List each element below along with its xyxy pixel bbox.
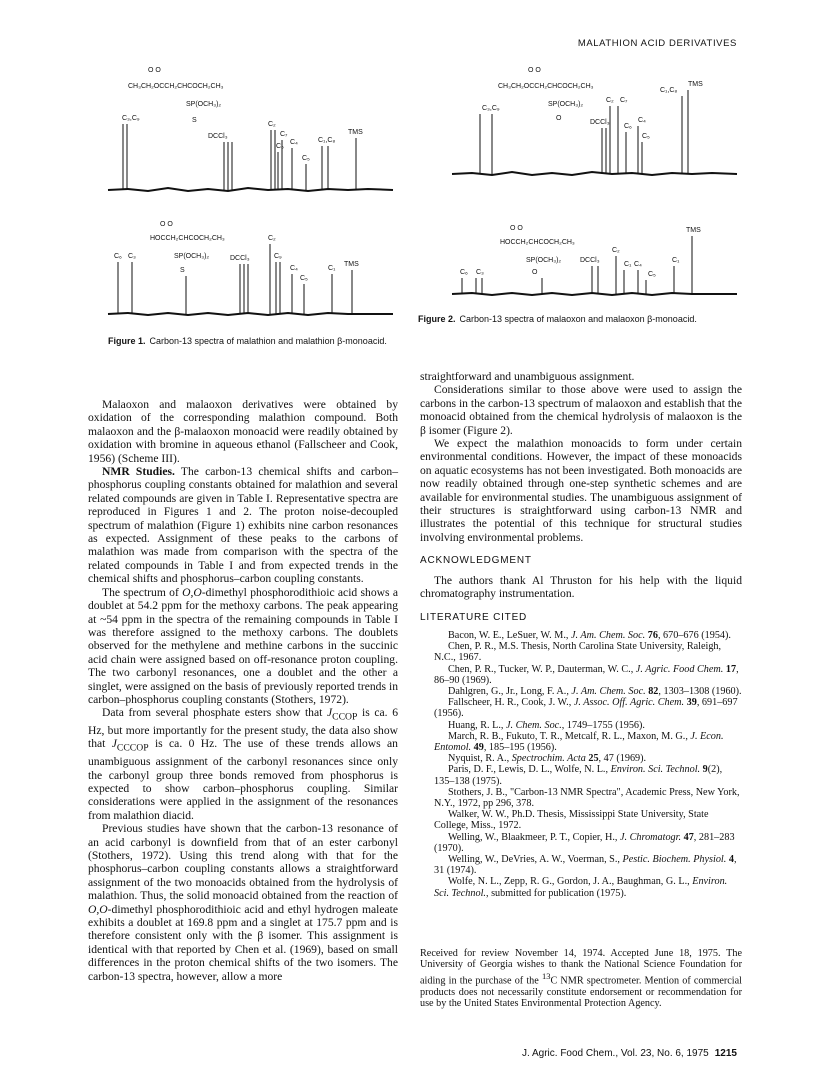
reference-entry: Wolfe, N. L., Zepp, R. G., Gordon, J. A., Baughman, G. L., Environ. Sci. Technol., submitted for publication (1975). xyxy=(434,876,728,899)
page-footer xyxy=(522,1048,737,1059)
page-number: 1215 xyxy=(714,1048,737,1059)
right-text-column xyxy=(420,370,742,899)
peak-label: C₁,C₈ xyxy=(660,87,678,94)
journal-citation: J. Agric. Food Chem., Vol. 23, No. 6, 1975 xyxy=(521,1048,709,1059)
peak-label: TMS xyxy=(686,227,701,234)
peak-label: C₃ xyxy=(128,253,136,260)
reference-entry: Chen, P. R., M.S. Thesis, North Carolina State University, Raleigh, N.C., 1967. xyxy=(434,641,722,664)
peak-label: C₂ xyxy=(606,97,614,104)
peak-label: C₃ xyxy=(476,269,484,276)
structure-line: SP(OCH₃)₂ xyxy=(174,253,210,260)
peak-label: TMS xyxy=(348,129,363,136)
peak-label: C₄ xyxy=(638,117,646,124)
peak-label: C₅ xyxy=(642,133,650,140)
peak-label: C₁ xyxy=(624,261,632,268)
reference-entry: Fallscheer, H. R., Cook, J. W., J. Assoc. Off. Agric. Chem. 39, 691–697 (1956). xyxy=(434,697,738,720)
reference-entry: Huang, R. L., J. Chem. Soc., 1749–1755 (1956). xyxy=(448,719,645,731)
acknowledgment-heading: ACKNOWLEDGMENT xyxy=(420,555,532,567)
structure-line: S xyxy=(192,117,197,124)
peak-label: C₄ xyxy=(290,265,298,272)
peak-label: DCCl₃ xyxy=(230,255,250,262)
peak-label: C₇ xyxy=(620,97,628,104)
body-paragraph: Considerations similar to those above were used to assign the carbons in the carbon-13 spectrum of malaoxon and establish that the monoacid obtained from the chemical hydrolysis of malaoxon is the β isomer (Figure 2). xyxy=(420,383,742,437)
peak-label: C₁ xyxy=(328,265,336,272)
figure2-spectrum-malaoxon xyxy=(452,62,737,192)
structure-line: SP(OCH₃)₂ xyxy=(186,101,222,108)
structure-line: O O xyxy=(510,225,523,232)
figure2-caption-text: Carbon-13 spectra of malaoxon and malaoxon β-monoacid. xyxy=(459,314,697,324)
figure1-spectrum-malathion xyxy=(108,62,393,202)
peak-label: DCCl₃ xyxy=(208,133,228,140)
literature-heading: LITERATURE CITED xyxy=(420,611,528,623)
body-paragraph: Malaoxon and malaoxon derivatives were obtained by oxidation of the corresponding malathion compound. Both malaoxon and the β-malaoxon monoacid were readily obtained by oxidation with bromine in aqueous ethanol (Fallscheer and Cook, 1956) (Scheme III). xyxy=(88,398,398,465)
running-header: MALATHION ACID DERIVATIVES xyxy=(577,38,737,49)
structure-line: CH₃CH₂OCCH₂CHCOCH₂CH₃ xyxy=(498,83,594,90)
structure-line: SP(OCH₃)₂ xyxy=(548,101,584,108)
structure-line: O O xyxy=(528,67,541,74)
reference-entry: March, R. B., Fukuto, T. R., Metcalf, R. L., Maxon, M. G., J. Econ. Entomol. 49, 185–195 (1956). xyxy=(434,730,724,753)
structure-line: HOCCH₂CHCOCH₂CH₃ xyxy=(500,239,575,246)
structure-line: O O xyxy=(148,67,161,74)
reference-entry: Welling, W., Blaakmeer, P. T., Copier, H., J. Chromatogr. 47, 281–283 (1970). xyxy=(434,831,735,854)
reference-entry: Chen, P. R., Tucker, W. P., Dauterman, W. C., J. Agric. Food Chem. 17, 86–90 (1969). xyxy=(434,663,739,686)
reference-entry: Paris, D. F., Lewis, D. L., Wolfe, N. L., Environ. Sci. Technol. 9(2), 135–138 (1975). xyxy=(434,764,723,787)
figure1-label: Figure 1. xyxy=(108,336,146,346)
body-paragraph: Data from several phosphate esters show that $J_{CCOP}$ is ca. 6 Hz, but more importantly for the present study, the data also show that $J_{CCCOP}$ is ca. 0 Hz. The use of these trends allows an unambiguous assignment of the carbonyl resonances since only the carbonyl group three bonds removed from phosphorus is expected to show carbon–phosphorus coupling. Similar considerations were applied in the assignment of the resonances from malathion diacid. xyxy=(88,706,399,822)
body-paragraph: We expect the malathion monoacids to form under certain environmental conditions. However, the impact of these monoacids on aquatic ecosystems has not been investigated. Both monoacids are now readily obtained through one-step synthetic schemes and are available for environmental studies. The unambiguous assignment of their structures is straightforward using carbon-13 NMR and illustrates the potential of this technique for structural studies involving environmental problems. xyxy=(420,437,742,544)
peak-label: C₆ xyxy=(276,143,284,150)
body-paragraph: Previous studies have shown that the carbon-13 resonance of an acid carbonyl is downfield from that of an ester carbonyl (Stothers, 1972). Using this trend along with that for the phosphorus–carbon coupling constants allows a straightforward assignment of the two monoacids obtained from the hydrolysis of malathion. Thus, the solid monoacid obtained from the reaction of O,O-dimethyl phosphorodithioic acid and ethyl hydrogen maleate exhibits a doublet at 169.8 ppm and a singlet at 175.7 ppm and is therefore consistent only with the β isomer. This assignment is identical with that reported by Chen et al. (1969), based on small differences in the proton chemical shifts of the two isomers. The carbon-13 spectra, however, allow a more xyxy=(88,822,398,983)
peak-label: C₅ xyxy=(648,271,656,278)
structure-line: HOCCH₂CHCOCH₂CH₃ xyxy=(150,235,225,242)
structure-line: O O xyxy=(160,221,173,228)
figure1-spectrum-monoacid xyxy=(108,218,393,326)
peak-label: C₇ xyxy=(280,131,288,138)
peak-label: C₁ xyxy=(672,257,680,264)
structure-line: S xyxy=(180,267,185,274)
reference-list xyxy=(420,630,742,899)
peak-label: C₅ xyxy=(302,155,310,162)
peak-label: DCCl₃ xyxy=(580,257,600,264)
peak-label: C₉ xyxy=(274,253,282,260)
structure-line: O xyxy=(532,269,538,276)
structure-line: SP(OCH₃)₂ xyxy=(526,257,562,264)
figure1-caption-text: Carbon-13 spectra of malathion and malathion β-monoacid. xyxy=(149,336,387,346)
left-text-column xyxy=(88,398,398,983)
right-paragraphs xyxy=(420,370,742,544)
received-note: Received for review November 14, 1974. Accepted June 18, 1975. The University of Georgia wishes to thank the National Science Foundation for aiding in the purchase of the $^{13}$C NMR spectrometer. Mention of commercial products does not necessarily constitute endorsement or recommendation for use by the United States Environmental Protection Agency. xyxy=(420,948,742,1010)
body-paragraph: straightforward and unambiguous assignment. xyxy=(420,370,635,383)
structure-line: O xyxy=(556,115,562,122)
peak-label: DCCl₃ xyxy=(590,119,610,126)
reference-entry: Dahlgren, G., Jr., Long, F. A., J. Am. Chem. Soc. 82, 1303–1308 (1960). xyxy=(448,685,742,697)
peak-label: C₆ xyxy=(460,269,468,276)
reference-entry: Stothers, J. B., "Carbon-13 NMR Spectra", Academic Press, New York, N.Y., 1972, pp 296, 378. xyxy=(434,786,740,809)
peak-label: C₃,C₉ xyxy=(482,105,500,112)
peak-label: TMS xyxy=(344,261,359,268)
peak-label: C₂ xyxy=(268,121,276,128)
body-paragraph: The spectrum of O,O-dimethyl phosphorodithioic acid shows a doublet at 54.2 ppm for the methoxy carbons. The peak appearing at ~54 ppm in the spectra of the remaining compounds in Table I was therefore assigned to the methoxy carbons. The doublets observed for the methylene and methine carbons in the succinic acid chain were assigned based on off-resonance proton coupling. The two carbonyl resonances, one a doublet and the other a singlet, were assigned on the basis of previously reported trends in carbon–phosphorus coupling constants (Stothers, 1972). xyxy=(88,585,398,706)
figure2-label: Figure 2. xyxy=(418,314,456,324)
reference-entry: Walker, W. W., Ph.D. Thesis, Mississippi State University, State College, Miss., 1972. xyxy=(434,809,709,832)
peak-label: C₄ xyxy=(634,261,642,268)
peak-label: C₆ xyxy=(624,123,632,130)
figure1-caption xyxy=(108,336,408,347)
acknowledgment-text: The authors thank Al Thruston for his help with the liquid chromatography instrumentation. xyxy=(420,573,742,601)
peak-label: C₃,C₉ xyxy=(122,115,140,122)
reference-entry: Welling, W., DeVries, A. W., Voerman, S., Pestic. Biochem. Physiol. 4, 31 (1974). xyxy=(434,853,737,877)
peak-label: C₂ xyxy=(612,247,620,254)
body-paragraph: NMR Studies. The carbon-13 chemical shifts and carbon–phosphorus coupling constants obtained for malathion and several related compounds are given in Table I. Representative spectra are reproduced in Figures 1 and 2. The proton noise-decoupled spectrum of malathion (Figure 1) exhibits nine carbon resonances as expected. Assignment of these peaks to the carbons of malathion was made from comparison with the spectra of the related compounds in Table I and from expected trends in the chemical shifts and phosphorus–carbon coupling constants. xyxy=(88,465,398,586)
peak-label: C₆ xyxy=(114,253,122,260)
reference-entry: Bacon, W. E., LeSuer, W. M., J. Am. Chem. Soc. 76, 670–676 (1954). xyxy=(448,629,731,641)
figure2-spectrum-monoacid xyxy=(452,222,737,302)
peak-label: C₄ xyxy=(290,139,298,146)
reference-entry: Nyquist, R. A., Spectrochim. Acta 25, 47 (1969). xyxy=(448,753,647,765)
peak-label: C₅ xyxy=(300,275,308,282)
peak-label: TMS xyxy=(688,81,703,88)
peak-label: C₁,C₈ xyxy=(318,137,336,144)
structure-line: CH₃CH₂OCCH₂CHCOCH₂CH₃ xyxy=(128,83,224,90)
peak-label: C₂ xyxy=(268,235,276,242)
figure2-caption xyxy=(418,314,740,325)
